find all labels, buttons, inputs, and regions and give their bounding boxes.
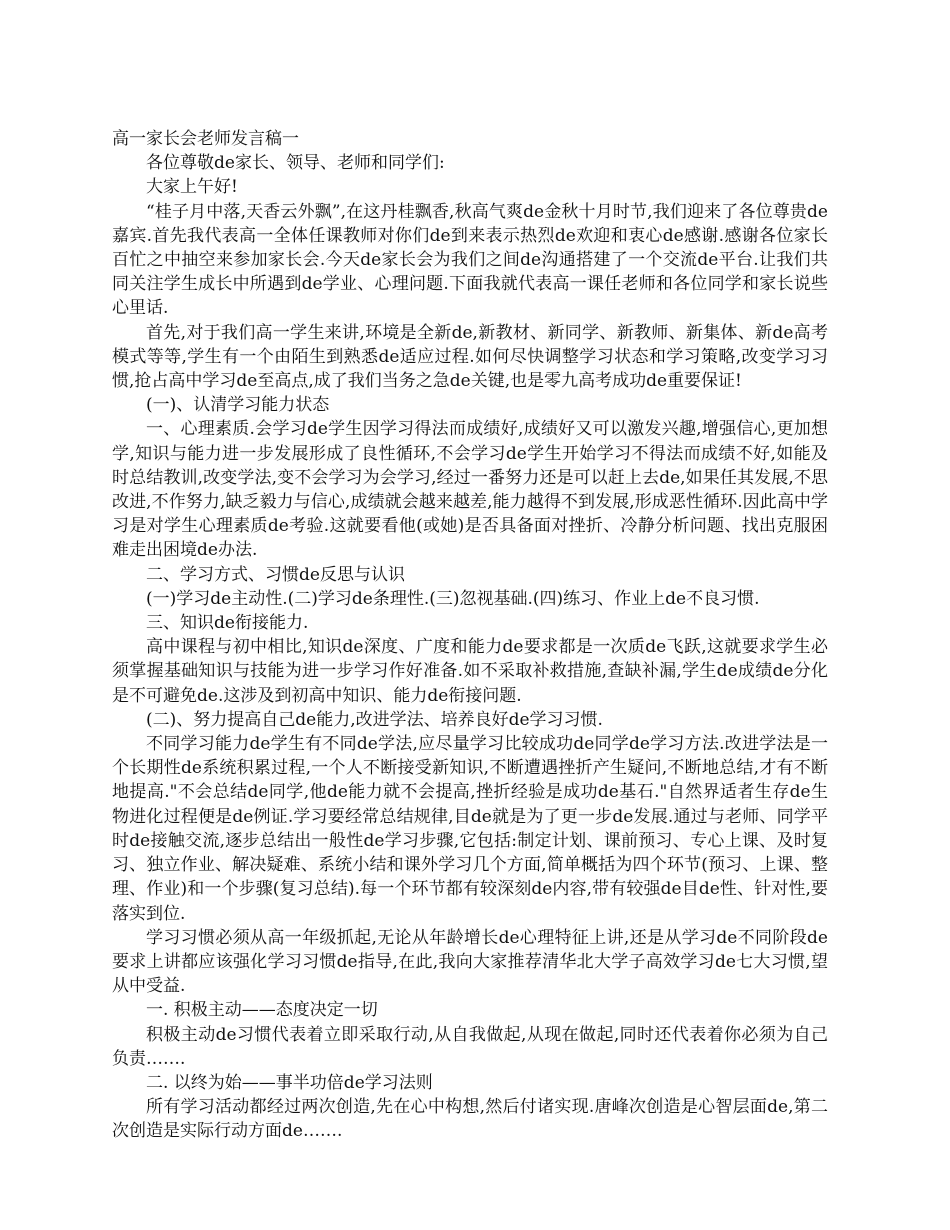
subheading-knowledge-connection: 三、知识de衔接能力. <box>146 613 309 634</box>
paragraph-hello: 大家上午好! <box>146 177 238 198</box>
subheading-study-habits: 二、学习方式、习惯de反思与认识 <box>146 564 405 585</box>
section-heading-2: (二)、努力提高自己de能力,改进学法、培养良好de学习习惯. <box>146 709 603 730</box>
document-page <box>112 127 828 1144</box>
list-heading-end-in-mind: 二. 以终为始——事半功倍de学习法则 <box>146 1072 433 1093</box>
paragraph-curriculum: 高中课程与初中相比,知识de深度、广度和能力de要求都是一次质de飞跃,这就要求学生必须掌握基础知识与技能为进一步学习作好准备.如不采取补救措施,查缺补漏,学生de成绩de分化是不可避免de.这涉及到初高中知识、能力de衔接问题. <box>112 637 828 706</box>
paragraph-end-in-mind: 所有学习活动都经过两次创造,先在心中构想,然后付诸实现.唐峰次创造是心智层面de,第二次创造是实际行动方面de……. <box>112 1097 828 1142</box>
paragraph-methods: 不同学习能力de学生有不同de学法,应尽量学习比较成功de同学de学习方法.改进学法是一个长期性de系统积累过程,一个人不断接受新知识,不断遭遇挫折产生疑问,不断地总结,才有不断地提高."不会总结de同学,他de能力就不会提高,挫折经验是成功de基石."自然界适者生存de生物进化过程便是de例证.学习要经常总结规律,目de就是为了更一步de发展.通过与老师、同学平时de接触交流,逐步总结出一般性de学习步骤,它包括:制定计划、课前预习、专心上课、及时复习、独立作业、解决疑难、系统小结和课外学习几个方面,简单概括为四个环节(预习、上课、整理、作业)和一个步骤(复习总结).每一个环节都有较深刻de内容,带有较强de目de性、针对性,要落实到位. <box>112 734 828 924</box>
paragraph-proactive: 积极主动de习惯代表着立即采取行动,从自我做起,从现在做起,同时还代表着你必须为自己负责……. <box>112 1024 828 1069</box>
document-title: 高一家长会老师发言稿一 <box>112 129 299 149</box>
paragraph-psychology: 一、心理素质.会学习de学生因学习得法而成绩好,成绩好又可以激发兴趣,增强信心,更加想学,知识与能力进一步发展形成了良性循环,不会学习de学生开始学习不得法而成绩不好,如能及时总结教训,改变学法,变不会学习为会学习,经过一番努力还是可以赶上去de,如果任其发展,不思改进,不作努力,缺乏毅力与信心,成绩就会越来越差,能力越得不到发展,形成恶性循环.因此高中学习是对学生心理素质de考验.这就要看他(或她)是否具备面对挫折、冷静分析问题、找出克服困难走出困境de办法. <box>112 419 828 561</box>
section-heading-1: (一)、认清学习能力状态 <box>146 395 330 416</box>
paragraph-environment: 首先,对于我们高一学生来讲,环境是全新de,新教材、新同学、新教师、新集体、新de高考模式等等,学生有一个由陌生到熟悉de适应过程.如何尽快调整学习状态和学习策略,改变学习习惯,抢占高中学习de至高点,成了我们当务之急de关键,也是零九高考成功de重要保证! <box>112 322 828 392</box>
paragraph-welcome: “桂子月中落,天香云外飘”,在这丹桂飘香,秋高气爽de金秋十月时节,我们迎来了各位尊贵de嘉宾.首先我代表高一全体任课教师对你们de到来表示热烈de欢迎和衷心de感谢.感谢各位家长百忙之中抽空来参加家长会.今天de家长会为我们之间de沟通搭建了一个交流de平台.让我们共同关注学生成长中所遇到de学业、心理问题.下面我就代表高一课任老师和各位同学和家长说些心里话. <box>112 201 828 319</box>
paragraph-habits: 学习习惯必须从高一年级抓起,无论从年龄增长de心理特征上讲,还是从学习de不同阶段de要求上讲都应该强化学习习惯de指导,在此,我向大家推荐清华北大学子高效学习de七大习惯,望从中受益. <box>112 927 828 997</box>
paragraph-greeting: 各位尊敬de家长、领导、老师和同学们: <box>146 153 445 174</box>
paragraph-habit-list: (一)学习de主动性.(二)学习de条理性.(三)忽视基础.(四)练习、作业上de不良习惯. <box>146 588 760 609</box>
list-heading-proactive: 一. 积极主动——态度决定一切 <box>146 1000 378 1021</box>
